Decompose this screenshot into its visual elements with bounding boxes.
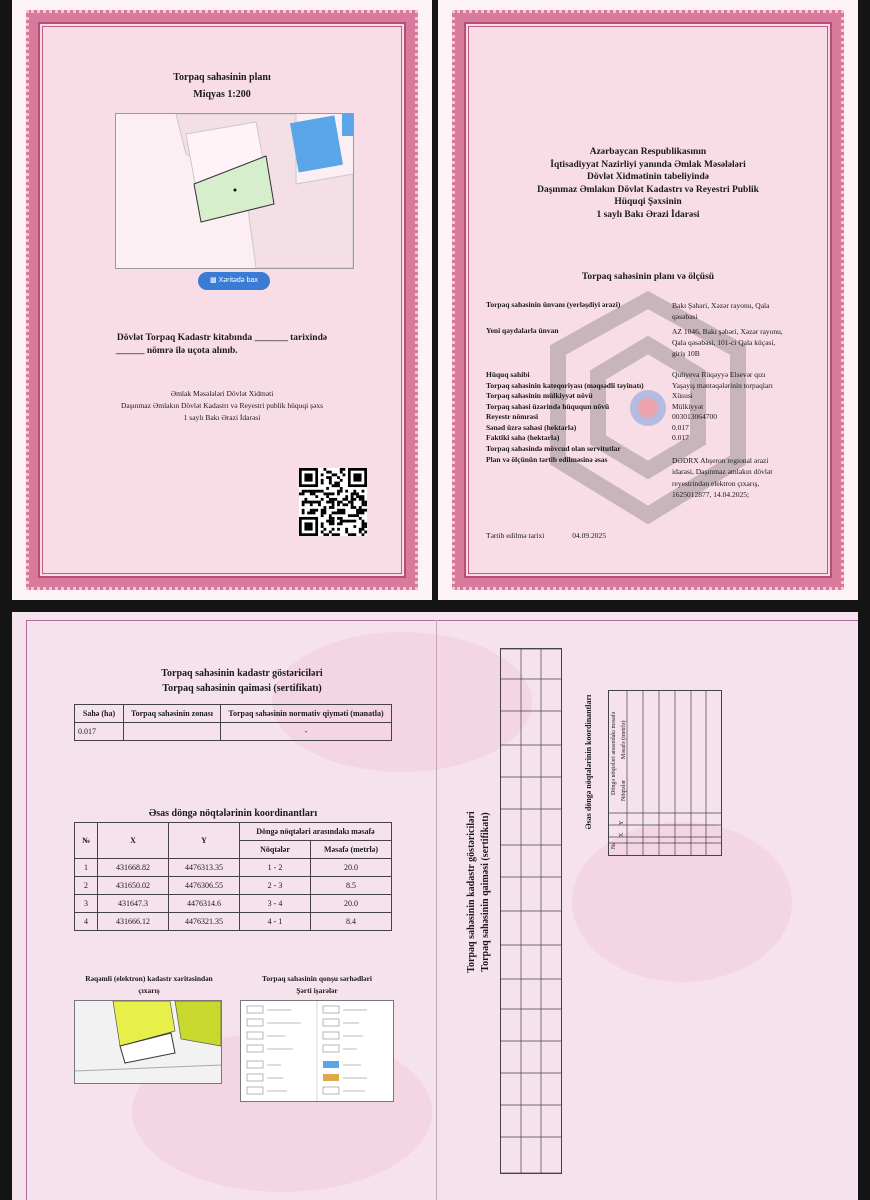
electronic-map-extract [74,1000,222,1084]
info-value [672,444,790,455]
legend-title-1: Torpaq sahəsinin qonşu sərhədləri [262,974,372,983]
info-value: Mülkiyyət [672,401,704,411]
sheet-border [26,620,858,621]
column-header: Torpaq sahəsinin normativ qiyməti (manatla) [221,705,392,723]
view-on-map-button[interactable] [198,272,270,290]
section-title: Torpaq sahəsinin planı və ölçüsü [581,272,715,282]
rotated-coords-title: Əsas döngə nöqtələrinin koordinantları [584,694,593,830]
info-row [486,370,816,381]
table-cell [124,723,221,741]
table-row [75,723,392,741]
table-cell: 8.5 [311,877,392,895]
legend-box [240,1000,394,1102]
table-cell: 2 [75,877,98,895]
column-header: X [98,823,169,859]
info-value: 0.017 [672,422,689,432]
table-cell: 4476313.35 [169,859,240,877]
table-cell: 20.0 [311,859,392,877]
info-row [486,455,816,501]
certificate-left-page [12,0,432,600]
info-label: Torpaq sahəsinin ünvanı (yerləşdiyi ərazi) [486,300,621,309]
table-cell: 431666.12 [98,913,169,931]
column-header: Torpaq sahəsinin zonası [124,705,221,723]
info-label: Plan və ölçünün tərtib edilməsinə əsas [486,454,608,464]
table-cell: 1 - 2 [240,859,311,877]
date-value: 04.09.2025 [572,531,606,540]
header-line-1: Azərbaycan Respublikasının [589,147,707,157]
info-label: Reyestr nömrəsi [486,412,539,421]
column-header: № [75,823,98,859]
plan-scale: Miqyas 1:200 [193,89,251,100]
info-row [486,412,816,423]
cadastre-sheet [12,612,858,1200]
table-cell: 3 - 4 [240,895,311,913]
cadastre-title-2: Torpaq sahəsinin qaiməsi (sertifikatı) [162,683,322,694]
info-label: Torpaq sahəsi üzərində hüququn növü [486,401,610,411]
header-line-2: İqtisadiyyat Nazirliyi yanında Əmlak Məsələləri [550,159,746,170]
info-value: Xüsusi [672,391,693,400]
table-cell: 431647.3 [98,895,169,913]
column-header: Döngə nöqtələri arasındakı məsafə [240,823,392,841]
table-cell: 2 - 3 [240,877,311,895]
info-label: Faktiki sahə (hektarla) [486,433,560,442]
info-label: Sənəd üzrə sahəsi (hektarla) [486,422,577,432]
info-row [486,326,816,370]
info-value: Bakı Şəhəri, Xəzər rayonu, Qala qəsəbəsi [672,301,770,321]
coords-title: Əsas döngə nöqtələrinin koordinantları [148,808,318,819]
small-header: № [611,843,617,849]
register-line-2: ______ nömrə ilə uçota alınıb. [116,346,238,356]
fold-line [436,620,437,1200]
plot-plan-map [115,113,354,269]
info-row [486,391,816,402]
register-line-1: Dövlət Torpaq Kadastr kitabında _______ tarixində [116,333,328,343]
info-row [486,433,816,444]
table-cell: 4 [75,913,98,931]
table-row [75,895,392,913]
legend-title-2: Şərti işarələr [296,986,338,995]
column-header: Sahə (ha) [75,705,124,723]
rotated-small-table [608,690,722,856]
info-value: AZ 1046, Bakı şəhəri, Xəzər rayonu, Qala qəsəbəsi, 101-ci Qala küçəsi, giriş 10B [672,327,783,358]
info-value: DƏDRX Abşeron regional ərazi idarəsi, Daşınmaz əmlakın dövlət reyestrindən elektron çıxarış, 1625012877, 14.04.2025; [672,455,773,499]
header-line-3: Dövlət Xidmətinin tabeliyində [587,172,709,182]
info-label: Torpaq sahəsinin kateqoriyası (məqsədli təyinatı) [486,380,644,390]
map-icon: ▩ [210,277,217,284]
header-line-6: 1 saylı Bakı Ərazi İdarəsi [596,209,700,220]
certificate-right-page [438,0,858,600]
info-value: Quliyeva Rüqəyyə Elsevər qızı [672,370,766,379]
info-row [486,381,816,392]
info-value: 003013064700 [672,412,717,421]
plan-title: Torpaq sahəsinin planı [173,72,271,83]
coordinates-table [74,822,392,931]
rotated-title-2: Torpaq sahəsinin qaiməsi (sertifikatı) [480,812,491,972]
small-header: Y [619,820,625,825]
info-row [486,423,816,434]
table-cell: - [221,723,392,741]
table-cell: 20.0 [311,895,392,913]
table-cell: 8.4 [311,913,392,931]
sheet-border [26,620,27,1200]
table-row [75,859,392,877]
table-cell: 431668.82 [98,859,169,877]
table-cell: 0.017 [75,723,124,741]
table-cell: 4 - 1 [240,913,311,931]
date-label: Tərtib edilmə tarixi [486,531,545,540]
view-on-map-label: Xəritədə bax [218,277,258,284]
table-cell: 4476314.6 [169,895,240,913]
cadastre-title-1: Torpaq sahəsinin kadastr göstəriciləri [161,668,323,679]
info-row [486,300,816,326]
small-header: Nöqtələr [621,780,627,801]
info-row [486,444,816,455]
map-extract-title-2: çıxarış [138,986,160,995]
table-cell: 3 [75,895,98,913]
table-cell: 4476306.55 [169,877,240,895]
footer-line-2: Daşınmaz Əmlakın Dövlət Kadastrı və Reyestri publik hüquqi şəxs [120,401,324,410]
table-row [75,877,392,895]
rotated-ledger-table [500,648,562,1174]
info-value: 0.017 [672,433,689,442]
cadastre-indicators-table [74,704,392,741]
info-label: Hüquq sahibi [486,370,530,379]
header-line-5: Hüquqi Şəxsinin [614,197,682,207]
small-header: Döngə nöqtələri arasındakı məsafə [611,711,617,795]
table-cell: 431650.02 [98,877,169,895]
map-extract-title-1: Rəqəmli (elektron) kadastr xəritəsindən [85,974,213,983]
table-row [75,913,392,931]
column-header: Y [169,823,240,859]
rotated-title-1: Torpaq sahəsinin kadastr göstəriciləri [466,811,477,973]
info-label: Yeni qaydalarla ünvan [486,326,559,335]
small-header: X [619,832,625,837]
qr-code[interactable] [299,468,367,536]
table-cell: 1 [75,859,98,877]
info-row [486,402,816,413]
table-cell: 4476321.35 [169,913,240,931]
info-label: Torpaq sahəsinin mülkiyyət növü [486,391,593,400]
footer-line-3: 1 saylı Bakı Ərazi İdarəsi [183,413,261,422]
background-watermark [272,632,532,772]
info-label: Torpaq sahəsində mövcud olan servitutlar [486,443,621,453]
parcel-info-list [486,300,816,501]
column-header: Nöqtələr [240,841,311,859]
footer-line-1: Əmlak Məsələləri Dövlət Xidməti [170,389,274,398]
column-header: Məsafə (metrlə) [311,841,392,859]
header-line-4: Daşınmaz Əmlakın Dövlət Kadastrı və Reyestri Publik [537,184,759,195]
info-value: Yaşayış məntəqələrinin torpaqları [672,380,773,390]
small-header: Məsafə (metrlə) [621,720,627,759]
